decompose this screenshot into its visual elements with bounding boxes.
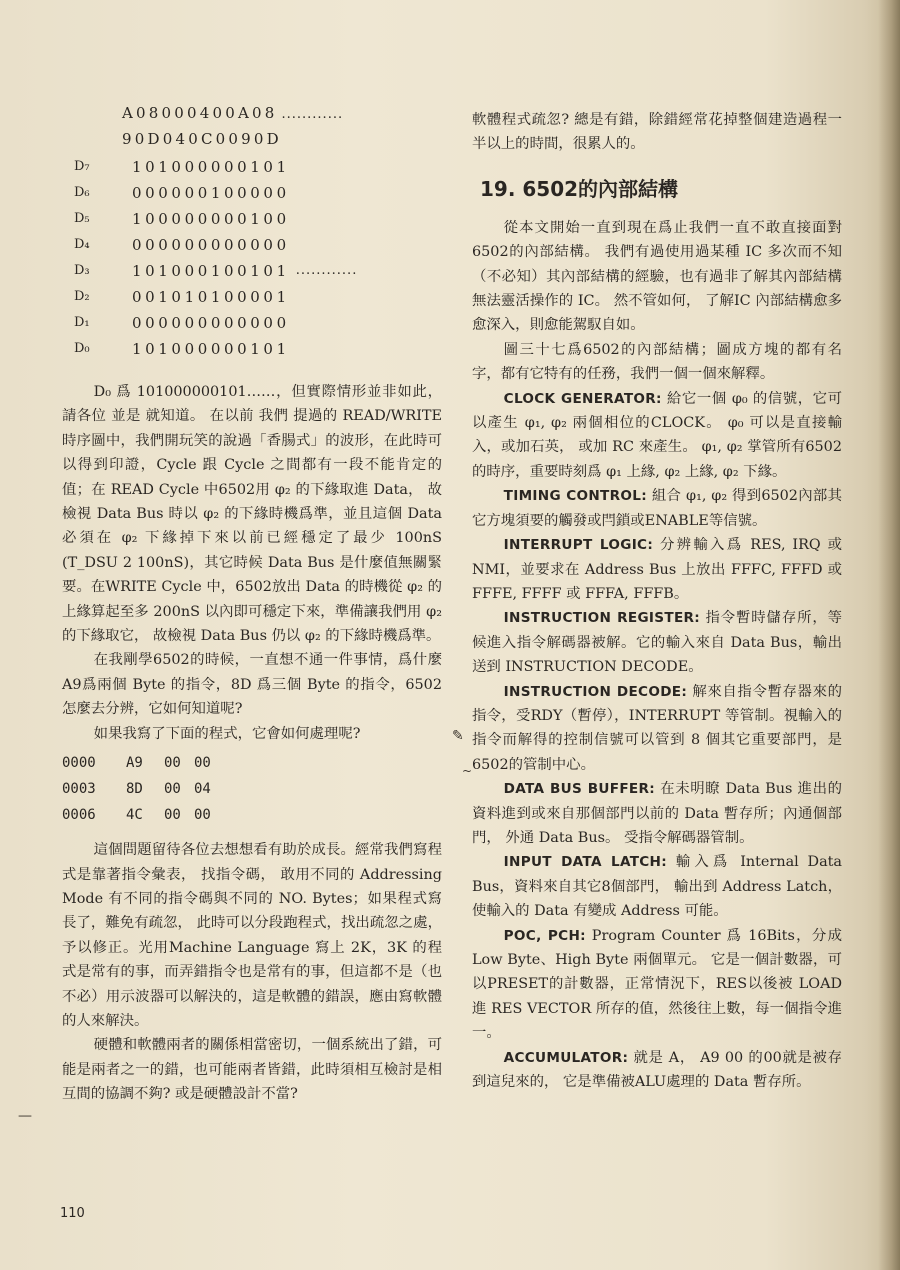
bit-row-bits: 000000000000 [132, 314, 290, 332]
bit-row-label: D₄ [74, 237, 90, 252]
term-description: Program Counter 爲 16Bits，分成 Low Byte、High Byte 兩個單元。 它是一個計數器，可以PRESET的計數器，正常情況下，RES以後被 LOAD 進 RES VECTOR 所存的值，然後往上數，每一個指令進一。 [472, 927, 843, 1042]
term-name: CLOCK GENERATOR: [503, 390, 662, 407]
paragraph: 軟體程式疏忽? 總是有錯，除錯經常花掉整個建造過程一半以上的時間，很累人的。 [472, 112, 842, 153]
term-paragraph [472, 387, 842, 485]
term-paragraph [472, 1046, 842, 1095]
paragraph: 圖三十七爲6502的內部結構；圖成方塊的都有名字，都有它特有的任務，我們一個一個來解釋。 [472, 341, 842, 383]
body-text-b [62, 838, 442, 1106]
term-description: 在未明瞭 Data Bus 進出的資料進到或來自那個部門以前的 Data 暫存所；內通個部門， 外通 Data Bus。 受指令解碼器管制。 [472, 781, 843, 846]
left-column [62, 100, 442, 1107]
paragraph: 從本文開始一直到現在爲止我們一直不敢直接面對6502的內部結構。 我們有過使用過某種 IC 多次而不知（不必知）其內部結構的經驗，也有過非了解其內部結構無法靈活操作的 IC。 然不管如何， 了解IC 內部結構愈多愈深入，則愈能駕馭自如。 [472, 219, 842, 334]
term-name: INTERRUPT LOGIC: [503, 537, 654, 554]
bit-row [74, 232, 442, 258]
code-byte: 00 [194, 807, 211, 824]
paragraph: 如果我寫了下面的程式，它會如何處理呢? [93, 725, 361, 742]
code-address: 0006 [62, 807, 96, 824]
pencil-mark-icon: — [18, 1108, 32, 1124]
term-description: 分辨輸入爲 RES, IRQ 或 NMI，並要求在 Address Bus 上放出 FFFC, FFFD 或 FFFE, FFFF 或 FFFA, FFFB。 [472, 537, 842, 602]
hex-line-dots: ............ [281, 107, 344, 122]
bit-row-label: D₀ [74, 341, 90, 356]
paragraph: 硬體和軟體兩者的關係相當密切，一個系統出了錯，可能是兩者之一的錯，也可能兩者皆錯，此時須相互檢討是相互間的協調不夠? 或是硬體設計不當? [62, 1037, 442, 1103]
section-title: 19. 6502的內部結構 [480, 176, 679, 201]
page-binding-shadow [878, 0, 900, 1270]
bit-row-bits: 000000000000 [132, 236, 290, 254]
code-byte: A9 [126, 755, 143, 772]
bit-row-bits: 001010100001 [132, 288, 290, 306]
hex-line [122, 126, 442, 152]
bit-row-label: D₃ [74, 263, 90, 278]
code-row [62, 750, 442, 776]
term-name: INSTRUCTION REGISTER: [503, 610, 701, 627]
bit-row-dots: ............ [295, 263, 358, 278]
bit-row [74, 180, 442, 206]
pencil-mark-icon: ✎ [452, 728, 464, 744]
code-row [62, 776, 442, 802]
term-paragraph [472, 606, 842, 679]
bit-row [74, 310, 442, 336]
term-description: 組合 φ₁, φ₂ 得到6502內部其它方塊須要的觸發或閂鎖或ENABLE等信號。 [472, 488, 842, 529]
term-name: TIMING CONTROL: [503, 488, 647, 505]
hex-line [122, 100, 442, 126]
term-description: 輸入爲 Internal Data Bus，資料來自其它8個部門， 輸出到 Address Latch，使輸入的 Data 有變成 Address 可能。 [472, 854, 843, 920]
code-byte: 00 [164, 755, 181, 772]
term-paragraph [472, 484, 842, 533]
bit-table [74, 154, 442, 362]
code-byte: 4C [126, 807, 143, 824]
bit-row [74, 258, 442, 284]
code-listing [62, 750, 442, 828]
bit-row [74, 336, 442, 362]
bit-row-bits: 000000100000 [132, 184, 290, 202]
bit-row-bits: 101000000101 [132, 340, 290, 358]
bit-row-label: D₅ [74, 211, 90, 226]
pencil-mark-icon: ~ [462, 764, 473, 778]
term-name: POC, PCH: [503, 927, 586, 944]
right-column [472, 108, 842, 1094]
term-name: DATA BUS BUFFER: [503, 781, 656, 798]
term-paragraph [472, 924, 842, 1046]
term-paragraph [472, 850, 842, 923]
bit-row-label: D₂ [74, 289, 90, 304]
code-byte: 00 [164, 807, 181, 824]
code-byte: 00 [164, 781, 181, 798]
code-row [62, 802, 442, 828]
paragraph: 在我剛學6502的時候，一直想不通一件事情，爲什麼A9爲兩個 Byte 的指令，8D 爲三個 Byte 的指令，6502怎麼去分辨，它如何知道呢? [62, 652, 442, 718]
term-description: 解來自指令暫存器來的指令，受RDY（暫停），INTERRUPT 等管制。視輸入的指令而解得的控制信號可以管到 8 個其它重要部門，是6502的管制中心。 [472, 683, 842, 773]
bit-row-bits: 100000000100 [132, 210, 290, 228]
bit-row [74, 154, 442, 180]
hex-line-text: 90D040C0090D [122, 130, 282, 148]
body-text-a [62, 380, 442, 746]
term-name: ACCUMULATOR: [503, 1049, 629, 1066]
bit-row-label: D₆ [74, 185, 90, 200]
bit-row-label: D₁ [74, 315, 90, 330]
term-paragraph [472, 533, 842, 606]
code-byte: 04 [194, 781, 211, 798]
bit-row-bits: 101000000101 [132, 158, 290, 176]
term-paragraph [472, 680, 842, 778]
code-byte: 00 [194, 755, 211, 772]
page-number: 110 [60, 1206, 85, 1221]
paragraph: D₀ 爲 101000000101……，但實際情形並非如此，請各位 並是 就知道。 在以前 我們 提過的 READ/WRITE 時序圖中，我們開玩笑的說過「香腸式」的波形，在此時可以得到印證，Cycle 跟 Cycle 之間都有一段不能肯定的值；在 READ Cycle 中6502用 φ₂ 的下緣取進 Data， 故檢視 Data Bus 時以 φ₂ 的下緣時機爲準，並且這個 Data 必須在 φ₂ 下緣掉下來以前已經穩定了最少 100nS (T_DSU 2 100nS)，其它時候 Data Bus 是什麼值無關緊要。在WRITE Cycle 中，6502放出 Data 的時機從 φ₂ 的上緣算起至多 200nS 以內即可穩定下來，準備讓我們用 φ₂ 的下緣取它， 故檢視 Data Bus 仍以 φ₂ 的下緣時機爲準。 [62, 384, 442, 645]
term-description: 給它一個 φ₀ 的信號，它可以產生 φ₁, φ₂ 兩個相位的CLOCK。 φ₀ 可以是直接輸入，或加石英， 或加 RC 來產生。 φ₁, φ₂ 掌管所有6502的時序，重要時刻爲 φ₁ 上緣, φ₂ 上緣, φ₂ 下緣。 [472, 390, 842, 480]
bit-row-bits: 101000100101 [132, 262, 290, 280]
hex-table [122, 100, 442, 152]
bit-row [74, 206, 442, 232]
term-paragraph [472, 777, 842, 850]
paragraph: 這個問題留待各位去想想看有助於成長。經常我們寫程式是靠著指令彙表， 找指令碼， 敢用不同的 Addressing Mode 有不同的指令碼與不同的 NO. Bytes；如果程式寫長了，難免有疏忽， 此時可以分段跑程式，找出疏忽之處，予以修正。光用Machine Language 寫上 2K，3K 的程式是常有的事，而弄錯指令也是常有的事，但這都不是（也不必）用示波器可以解決的，這是軟體的錯誤，應由寫軟體的人來解決。 [62, 842, 442, 1029]
term-description: 指令暫時儲存所，等候進入指令解碼器被解。它的輸入來自 Data Bus，輸出送到 INSTRUCTION DECODE。 [472, 610, 842, 676]
term-description: 就是 A， A9 00 的00就是被存到這兒來的， 它是準備被ALU處理的 Data 暫存所。 [472, 1049, 842, 1091]
code-address: 0003 [62, 781, 96, 798]
code-byte: 8D [126, 781, 143, 798]
hex-line-text: A08000400A08 [122, 104, 278, 122]
bit-row-label: D₇ [74, 159, 90, 174]
code-address: 0000 [62, 755, 96, 772]
term-name: INPUT DATA LATCH: [503, 854, 667, 871]
bit-row [74, 284, 442, 310]
term-name: INSTRUCTION DECODE: [503, 683, 688, 700]
